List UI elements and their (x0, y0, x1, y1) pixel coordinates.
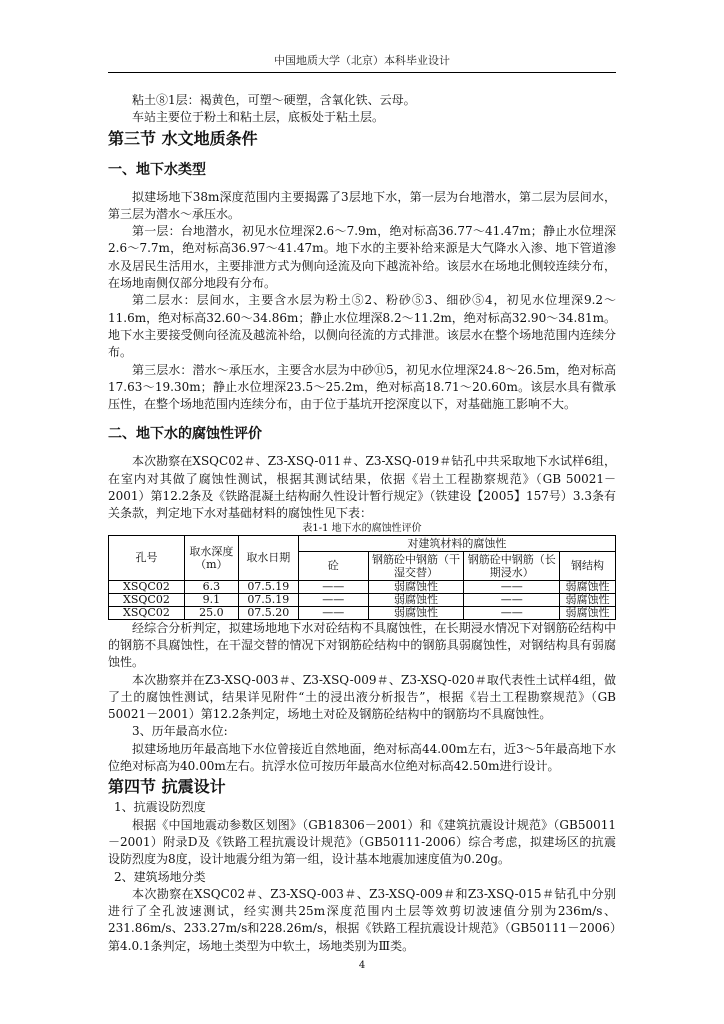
paragraph-layer-2: 第二层水：层间水，主要含水层为粉土⑤2、粉砂⑤3、细砂⑤4，初见水位埋深9.2～11.6m，绝对标高32.60～34.86m；静止水位埋深8.2～11.2m，绝对标高32.90～34.81m。地下水主要接受侧向径流及越流补给，以侧向径流的方式排泄。该层水在整个场地范围内连续分布。 (108, 293, 616, 360)
section-4-title: 第四节 抗震设计 (108, 777, 226, 797)
paragraph-soil-corrosion: 本次勘察并在Z3-XSQ-003＃、Z3-XSQ-009＃、Z3-XSQ-020＃取代表性土试样4组，做了土的腐蚀性测试，结果详见附件“土的浸出液分析报告”，根据《岩土工程勘察规范》（GB 50021－2001）第12.2条判定，场地土对砼及钢筋砼结构中的钢筋均不具腐蚀性。 (108, 672, 616, 722)
corrosion-evaluation-heading: 二、地下水的腐蚀性评价 (108, 426, 262, 443)
table-row (109, 606, 616, 619)
table-cell: —— (298, 593, 368, 606)
table-cell: 弱腐蚀性 (560, 580, 616, 593)
table-cell: —— (464, 580, 560, 593)
corrosion-table (108, 535, 616, 620)
table-cell: —— (298, 606, 368, 619)
table-caption: 表1-1 地下水的腐蚀性评价 (302, 522, 422, 534)
highest-water-level-heading: 3、历年最高水位: (132, 724, 228, 739)
table-cell: 弱腐蚀性 (560, 593, 616, 606)
page-number: 4 (358, 960, 366, 971)
table-cell: XSQC02 (109, 580, 185, 593)
header-steel: 钢结构 (560, 551, 616, 580)
paragraph-corrosion-intro: 本次勘察在XSQC02＃、Z3-XSQ-011＃、Z3-XSQ-019＃钻孔中共采取地下水试样6组，在室内对其做了腐蚀性测试，根据其测试结果，依据《岩土工程勘察规范》（GB 50021－2001）第12.2条及《铁路混凝土结构耐久性设计暂行规定》（铁建设【2005】157号）3.3条有关条款，判定地下水对基础材料的腐蚀性见下表： (108, 454, 616, 521)
page-header: 中国地质大学（北京）本科毕业设计 (108, 52, 616, 73)
table-cell: 弱腐蚀性 (560, 606, 616, 619)
table-cell: —— (464, 606, 560, 619)
paragraph-layer-3: 第三层水：潜水～承压水，主要含水层为中砂⑪5，初见水位埋深24.8～26.5m，绝对标高17.63～19.30m；静止水位埋深23.5～25.2m，绝对标高18.71～20.60m。该层水具有微承压性，在整个场地范围内连续分布，由于位于基坑开挖深度以下，对基础施工影响不大。 (108, 362, 616, 412)
paragraph-seismic-intensity: 根据《中国地震动参数区划图》（GB18306－2001）和《建筑抗震设计规范》（GB50011－2001）附录D及《铁路工程抗震设计规范》（GB50111-2006）综合考虑，拟建场区的抗震设防烈度为8度，设计地震分组为第一组，设计基本地震加速度值为0.20g。 (108, 817, 616, 867)
table-cell: 07.5.20 (238, 606, 298, 619)
groundwater-types-heading: 一、地下水类型 (108, 161, 206, 178)
header-rebar-immersed: 钢筋砼中钢筋（长期浸水） (464, 551, 560, 580)
header-corrosion-group: 对建筑材料的腐蚀性 (298, 535, 615, 551)
paragraph-highest-water-level: 拟建场地历年最高地下水位曾接近自然地面，绝对标高44.00m左右，近3～5年最高地下水位绝对标高为40.00m左右。抗浮水位可按历年最高水位绝对标高42.50m进行设计。 (108, 741, 616, 774)
table-cell: XSQC02 (109, 606, 185, 619)
table-cell: 弱腐蚀性 (368, 580, 464, 593)
table-cell: 07.5.19 (238, 580, 298, 593)
table-cell: 9.1 (184, 593, 238, 606)
header-concrete: 砼 (298, 551, 368, 580)
table-row (109, 593, 616, 606)
table-cell: XSQC02 (109, 593, 185, 606)
table-cell: 25.0 (184, 606, 238, 619)
intro-line-station: 车站主要位于粉土和粘土层，底板处于粘土层。 (132, 110, 385, 125)
header-depth: 取水深度（m） (184, 535, 238, 580)
table-cell: 6.3 (184, 580, 238, 593)
section-3-title: 第三节 水文地质条件 (108, 128, 258, 148)
table-cell: —— (298, 580, 368, 593)
table-cell: 07.5.19 (238, 593, 298, 606)
table-row (109, 580, 616, 593)
table-cell: 弱腐蚀性 (368, 593, 464, 606)
header-rebar-wet-dry: 钢筋砼中钢筋（干湿交替） (368, 551, 464, 580)
table-cell: 弱腐蚀性 (368, 606, 464, 619)
paragraph-site-classification: 本次勘察在XSQC02＃、Z3-XSQ-003＃、Z3-XSQ-009＃和Z3-XSQ-015＃钻孔中分别进行了全孔波速测试，经实测共25m深度范围内土层等效剪切波速值分别为236m/s、231.86m/s、233.27m/s和228.26m/s，根据《铁路工程抗震设计规范》（GB50111－2006）第4.0.1条判定，场地土类型为中软土，场地类别为Ⅲ类。 (108, 886, 616, 953)
header-hole: 孔号 (109, 535, 185, 580)
paragraph-layer-1: 第一层：台地潜水，初见水位埋深2.6～7.9m，绝对标高36.77～41.47m；静止水位埋深2.6～7.7m，绝对标高36.97～41.47m。地下水的主要补给来源是大气降水入渗、地下管道渗水及居民生活用水，主要排泄方式为侧向迳流及向下越流补给。该层水在场地北侧较连续分布，在场地南侧仅部分地段有分布。 (108, 224, 616, 291)
seismic-intensity-heading: 1、抗震设防烈度 (114, 800, 206, 815)
header-date: 取水日期 (238, 535, 298, 580)
page-content (108, 92, 616, 955)
paragraph-groundwater-overview: 拟建场地下38m深度范围内主要揭露了3层地下水，第一层为台地潜水，第二层为层间水，第三层为潜水～承压水。 (108, 189, 616, 221)
site-classification-heading: 2、建筑场地分类 (114, 869, 206, 884)
table-cell: —— (464, 593, 560, 606)
intro-line-clay: 粘土⑧1层：褐黄色，可塑～硬塑，含氧化铁、云母。 (132, 93, 416, 107)
paragraph-corrosion-conclusion: 经综合分析判定，拟建场地地下水对砼结构不具腐蚀性，在长期浸水情况下对钢筋砼结构中的钢筋不具腐蚀性，在干湿交替的情况下对钢筋砼结构中的钢筋具弱腐蚀性，对钢结构具有弱腐蚀性。 (108, 620, 616, 670)
